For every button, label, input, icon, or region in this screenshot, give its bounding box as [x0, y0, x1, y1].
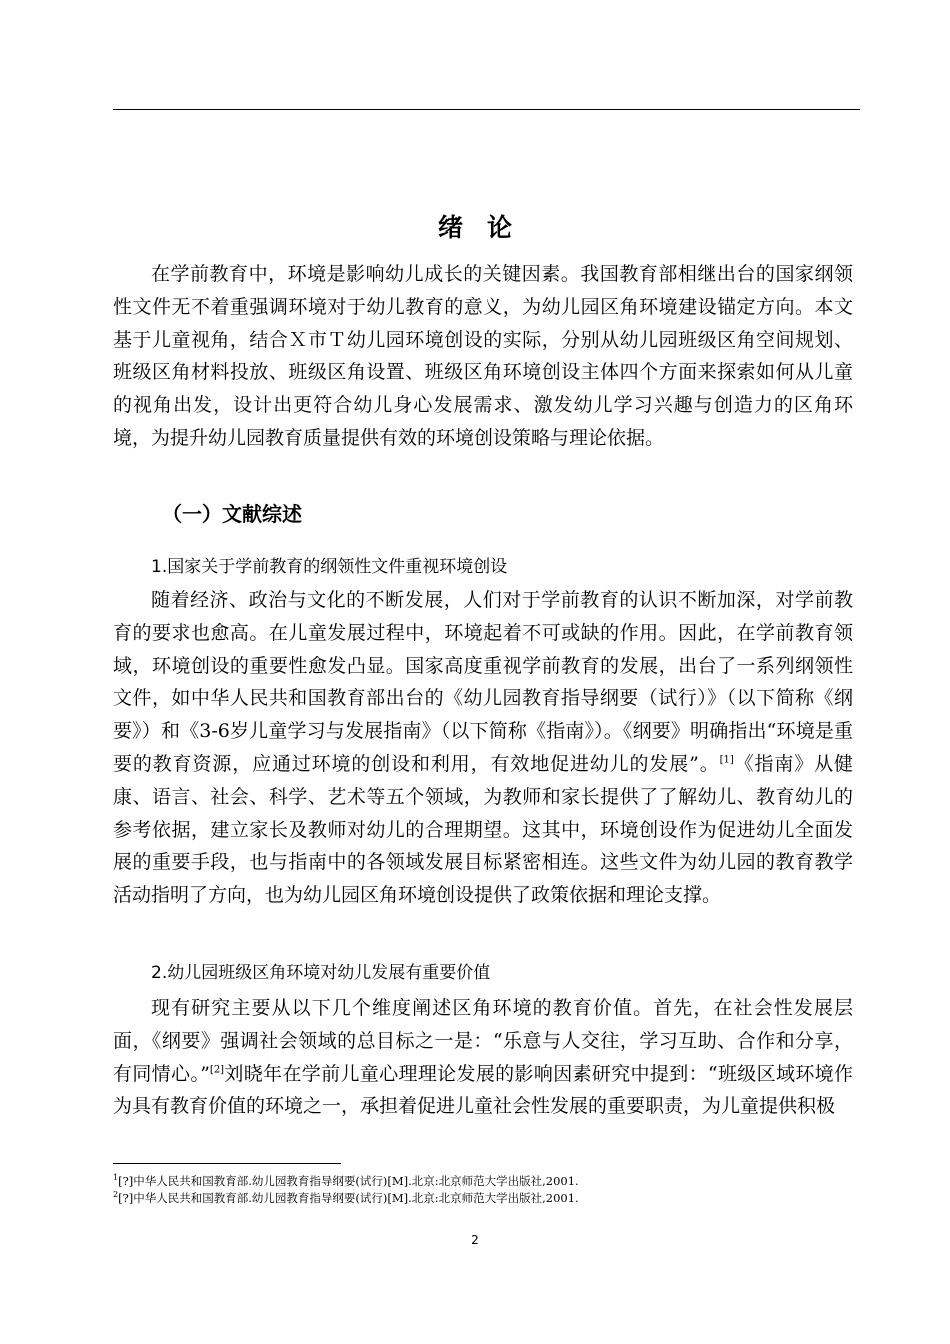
- footnote-1: [113, 1172, 579, 1190]
- subsection-heading-1: 1.国家关于学前教育的纲领性文件重视环境创设: [151, 557, 508, 577]
- paragraph-text: 刘晓年在学前儿童心理理论发展的影响因素研究中提到：“班级区域环境作为具有教育价值的环境之一，承担着促进儿童社会性发展的重要职责，为儿童提供积极: [113, 1062, 854, 1118]
- paragraph-text: 《指南》从健康、语言、社会、科学、艺术等五个领域，为教师和家长提供了了解幼儿、教育幼儿的参考依据，建立家长及教师对幼儿的合理期望。这其中，环境创设作为促进幼儿全面发展的重要手段，也与指南中的各领域发展目标紧密相连。这些文件为幼儿园的教育教学活动指明了方向，也为幼儿园区角环境创设提供了政策依据和理论支撑。: [113, 752, 853, 907]
- paragraph-text: 现有研究主要从以下几个维度阐述区角环境的教育价值。首先，在社会性发展层面，《纲要》强调社会领域的总目标之一是：“乐意与人交往，学习互助、合作和分享，有同情心。”: [113, 997, 853, 1085]
- subsection-1-paragraph: [113, 584, 853, 912]
- intro-paragraph: 在学前教育中，环境是影响幼儿成长的关键因素。我国教育部相继出台的国家纲领性文件无不着重强调环境对于幼儿教育的意义，为幼儿园区角环境建设锚定方向。本文基于儿童视角，结合Ｘ市Ｔ幼儿园环境创设的实际，分别从幼儿园班级区角空间规划、班级区角材料投放、班级区角设置、班级区角环境创设主体四个方面来探索如何从儿童的视角出发，设计出更符合幼儿身心发展需求、激发幼儿学习兴趣与创造力的区角环境，为提升幼儿园教育质量提供有效的环境创设策略与理论依据。: [113, 263, 853, 449]
- footnote-text: [?]中华人民共和国教育部.幼儿园教育指导纲要(试行)[M].北京:北京师范大学出版社,2001.: [118, 1191, 579, 1205]
- citation-marker: [1]: [719, 754, 734, 766]
- footnote-rule: [113, 1163, 341, 1164]
- subsection-heading-2: 2.幼儿园班级区角环境对幼儿发展有重要价值: [151, 963, 491, 983]
- header-rule: [113, 109, 860, 110]
- chapter-title: 绪论: [437, 213, 536, 242]
- subsection-2-paragraph: [113, 992, 853, 1123]
- footnote-mark: 2: [113, 1190, 119, 1200]
- footnote-text: [?]中华人民共和国教育部.幼儿园教育指导纲要(试行)[M].北京:北京师范大学出版社,2001.: [118, 1174, 579, 1188]
- page-number: 2: [471, 1233, 479, 1247]
- citation-marker: [2]: [209, 1064, 225, 1076]
- footnote-mark: 1: [113, 1173, 119, 1183]
- paragraph-text: 随着经济、政治与文化的不断发展，人们对于学前教育的认识不断加深，对学前教育的要求也愈高。在儿童发展过程中，环境起着不可或缺的作用。因此，在学前教育领域，环境创设的重要性愈发凸显。国家高度重视学前教育的发展，出台了一系列纲领性文件，如中华人民共和国教育部出台的《幼儿园教育指导纲要（试行）》（以下简称《纲要》）和《3-6岁儿童学习与发展指南》（以下简称《指南》）。《纲要》明确指出“环境是重要的教育资源，应通过环境的创设和利用，有效地促进幼儿的发展”。: [113, 589, 853, 775]
- footnote-2: [113, 1189, 579, 1207]
- section-heading-literature-review: （一）文献综述: [162, 502, 302, 526]
